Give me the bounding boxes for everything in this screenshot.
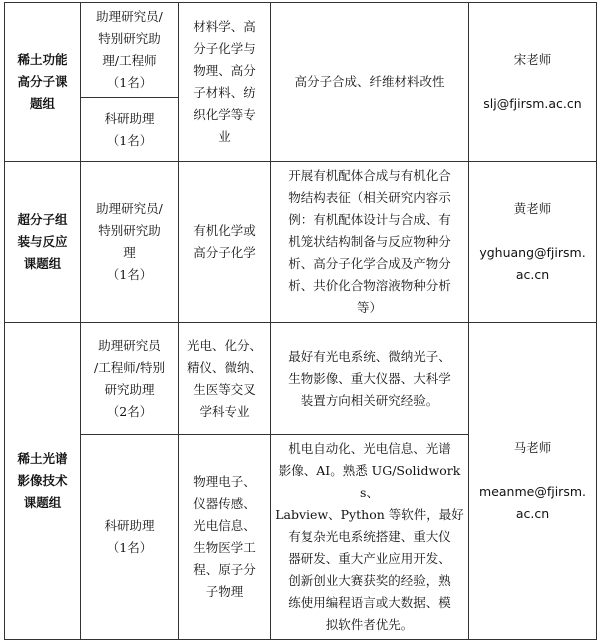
contact-email: meanme@fjirsm. ac.cn bbox=[479, 484, 586, 521]
contact-name: 黄老师 bbox=[513, 201, 552, 216]
major-cell: 材料学、高 分子化学与 物理、高分 子材料、纺 织化学等专 业 bbox=[179, 3, 271, 162]
contact-email: yghuang@fjirsm. ac.cn bbox=[479, 245, 586, 282]
direction-cell: 开展有机配体合成与有机化合 物结构表征（相关研究内容示 例：有机配体设计与合成、有 机笼状结构制备与反应物种分 析、高分子化学合成及产物分 析、共价化合物溶液物种分析 等） bbox=[271, 162, 469, 323]
contact-name: 宋老师 bbox=[513, 52, 552, 67]
position-cell: 助理研究员/ 特别研究助 理/工程师 （1名） bbox=[81, 3, 179, 98]
major-cell: 光电、化分、 精仪、微纳、 生医等交叉 学科专业 bbox=[179, 323, 271, 435]
recruitment-table bbox=[4, 2, 597, 640]
group-name-cell: 稀土功能 高分子课 题组 bbox=[5, 3, 81, 162]
table-row bbox=[5, 3, 597, 98]
table-row bbox=[5, 323, 597, 435]
contact-email: slj@fjirsm.ac.cn bbox=[483, 96, 582, 111]
contact-cell bbox=[469, 162, 597, 323]
major-cell: 物理电子、 仪器传感、 光电信息、 生物医学工 程、原子分 子物理 bbox=[179, 435, 271, 640]
position-cell: 科研助理 （1名） bbox=[81, 435, 179, 640]
group-name-cell: 稀土光谱 影像技术 课题组 bbox=[5, 323, 81, 640]
direction-cell: 最好有光电系统、微纳光子、 生物影像、重大仪器、大科学 装置方向相关研究经验。 bbox=[271, 323, 469, 435]
table-row bbox=[5, 162, 597, 323]
position-cell: 科研助理 （1名） bbox=[81, 98, 179, 162]
direction-cell: 高分子合成、纤维材料改性 bbox=[271, 3, 469, 162]
contact-cell bbox=[469, 3, 597, 162]
major-cell: 有机化学或 高分子化学 bbox=[179, 162, 271, 323]
contact-cell bbox=[469, 323, 597, 640]
position-cell: 助理研究员/ 特别研究助 理 （1名） bbox=[81, 162, 179, 323]
direction-cell: 机电自动化、光电信息、光谱 影像、AI。熟悉 UG/Solidworks、 Labview、Python 等软件，最好 有复杂光电系统搭建、重大仪 器研发、重大产业应用开发、 创新创业大赛获奖的经验，熟 练使用编程语言或大数据、模 拟软件者优先。 bbox=[271, 435, 469, 640]
position-cell: 助理研究员 /工程师/特别 研究助理 （2名） bbox=[81, 323, 179, 435]
group-name-cell: 超分子组 装与反应 课题组 bbox=[5, 162, 81, 323]
contact-name: 马老师 bbox=[513, 440, 552, 455]
